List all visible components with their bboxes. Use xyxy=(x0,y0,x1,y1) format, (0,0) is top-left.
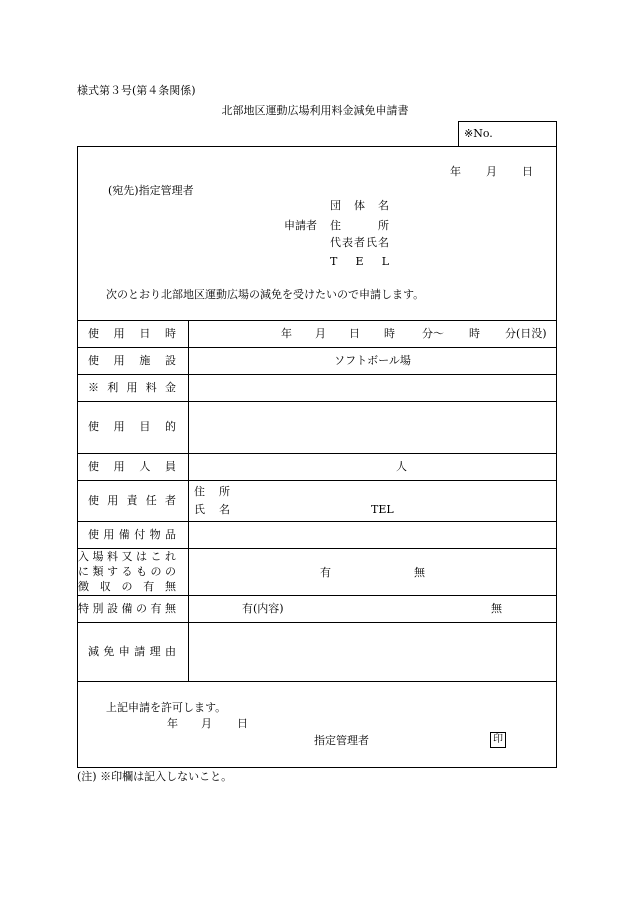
approval-month: 月 xyxy=(201,717,212,730)
approval-day: 日 xyxy=(237,717,248,730)
addressee: (宛先)指定管理者 xyxy=(108,184,194,197)
applicant-field-address: 住 所 xyxy=(330,219,389,232)
row-divider xyxy=(77,453,557,454)
approval-year: 年 xyxy=(167,717,178,730)
responsible-tel-label: TEL xyxy=(371,503,394,516)
applicant-label: 申請者 xyxy=(284,219,317,232)
header-date-year: 年 xyxy=(450,165,461,178)
seal-mark: 印 xyxy=(490,732,506,748)
label-special-equipment: 特別設備の有無 xyxy=(78,602,176,615)
label-people: 使 用 人 員 xyxy=(88,460,176,473)
row-divider xyxy=(77,521,557,522)
usage-month: 月 xyxy=(315,327,326,340)
row-divider xyxy=(77,320,557,321)
form-title: 北部地区運動広場利用料金減免申請書 xyxy=(221,104,409,117)
form-number: 様式第３号(第４条関係) xyxy=(77,84,196,97)
row-divider xyxy=(77,622,557,623)
application-statement: 次のとおり北部地区運動広場の減免を受けたいので申請します。 xyxy=(106,288,425,301)
usage-year: 年 xyxy=(281,327,292,340)
usage-day: 日 xyxy=(349,327,360,340)
usage-start-minute: 分～ xyxy=(422,327,444,340)
row-divider xyxy=(77,374,557,375)
special-equipment-no: 無 xyxy=(491,602,502,615)
applicant-field-group-name: 団 体 名 xyxy=(330,199,389,212)
label-usage-datetime: 使 用 日 時 xyxy=(88,327,176,340)
usage-end-hour: 時 xyxy=(469,327,480,340)
row-divider xyxy=(77,347,557,348)
applicant-field-representative: 代表者氏名 xyxy=(330,236,389,249)
usage-end-minute: 分(日没) xyxy=(505,327,547,340)
reception-number-label: ※No. xyxy=(464,127,493,140)
special-equipment-yes: 有(内容) xyxy=(242,602,284,615)
admission-no: 無 xyxy=(414,566,425,579)
label-admission-line-3: 徴 収 の 有 無 xyxy=(78,580,176,593)
responsible-name-label: 氏 名 xyxy=(194,503,230,516)
label-fee: ※ 利 用 料 金 xyxy=(88,381,176,394)
label-reason: 減 免 申 請 理 由 xyxy=(88,645,176,658)
row-divider xyxy=(77,548,557,549)
row-divider xyxy=(77,480,557,481)
approval-text: 上記申請を許可します。 xyxy=(106,701,227,714)
applicant-field-tel: T E L xyxy=(330,255,389,268)
label-responsible: 使 用 責 任 者 xyxy=(88,494,176,507)
facility-value: ソフトボール場 xyxy=(334,354,411,367)
row-divider xyxy=(77,595,557,596)
people-unit: 人 xyxy=(396,460,407,473)
label-facility: 使 用 施 設 xyxy=(88,354,176,367)
label-equipment: 使 用 備 付 物 品 xyxy=(88,528,176,541)
approval-manager: 指定管理者 xyxy=(314,734,369,747)
footnote: (注) ※印欄は記入しないこと。 xyxy=(77,770,233,783)
header-date-month: 月 xyxy=(486,165,497,178)
label-column-divider xyxy=(188,320,189,681)
label-admission-line-2: に類するものの xyxy=(78,565,176,578)
label-purpose: 使 用 目 的 xyxy=(88,420,176,433)
admission-yes: 有 xyxy=(320,566,331,579)
form-table xyxy=(77,146,557,768)
responsible-address-label: 住 所 xyxy=(194,485,230,498)
header-date-day: 日 xyxy=(522,165,533,178)
row-divider xyxy=(77,401,557,402)
row-divider xyxy=(77,681,557,682)
reception-number-box xyxy=(458,121,557,147)
label-admission-line-1: 入場料又はこれ xyxy=(78,550,176,563)
usage-start-hour: 時 xyxy=(384,327,395,340)
